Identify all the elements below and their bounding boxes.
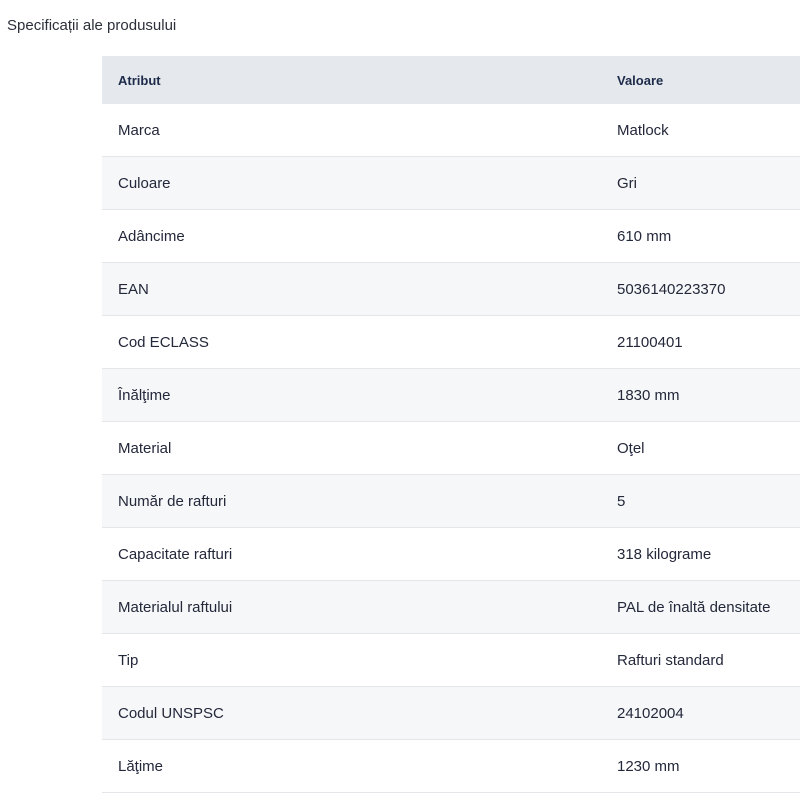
value-cell: 5: [601, 475, 800, 528]
attribute-cell: Marca: [102, 104, 601, 157]
table-row: [102, 422, 800, 475]
table-row: [102, 687, 800, 740]
attribute-cell: Capacitate rafturi: [102, 528, 601, 581]
table-row: [102, 475, 800, 528]
attribute-cell: Culoare: [102, 157, 601, 210]
attribute-cell: Tip: [102, 634, 601, 687]
attribute-cell: Codul UNSPSC: [102, 687, 601, 740]
table-row: [102, 581, 800, 634]
table-row: [102, 316, 800, 369]
header-attribute: Atribut: [102, 56, 601, 104]
attribute-cell: Adâncime: [102, 210, 601, 263]
table-row: [102, 634, 800, 687]
value-cell: 1830 mm: [601, 369, 800, 422]
attribute-cell: Materialul raftului: [102, 581, 601, 634]
attribute-cell: EAN: [102, 263, 601, 316]
table-row: [102, 369, 800, 422]
table-row: [102, 263, 800, 316]
value-cell: PAL de înaltă densitate: [601, 581, 800, 634]
value-cell: 21100401: [601, 316, 800, 369]
value-cell: 1230 mm: [601, 740, 800, 793]
table-row: [102, 740, 800, 793]
specifications-table: [102, 56, 800, 793]
table-row: [102, 210, 800, 263]
table-header-row: [102, 56, 800, 104]
table-row: [102, 157, 800, 210]
value-cell: Matlock: [601, 104, 800, 157]
value-cell: Rafturi standard: [601, 634, 800, 687]
value-cell: 610 mm: [601, 210, 800, 263]
table-row: [102, 104, 800, 157]
value-cell: 24102004: [601, 687, 800, 740]
section-title: Specificații ale produsului: [7, 17, 177, 34]
value-cell: Gri: [601, 157, 800, 210]
value-cell: Oţel: [601, 422, 800, 475]
attribute-cell: Cod ECLASS: [102, 316, 601, 369]
attribute-cell: Număr de rafturi: [102, 475, 601, 528]
attribute-cell: Lăţime: [102, 740, 601, 793]
header-value: Valoare: [601, 56, 800, 104]
value-cell: 5036140223370: [601, 263, 800, 316]
attribute-cell: Material: [102, 422, 601, 475]
table-row: [102, 528, 800, 581]
attribute-cell: Înălţime: [102, 369, 601, 422]
value-cell: 318 kilograme: [601, 528, 800, 581]
